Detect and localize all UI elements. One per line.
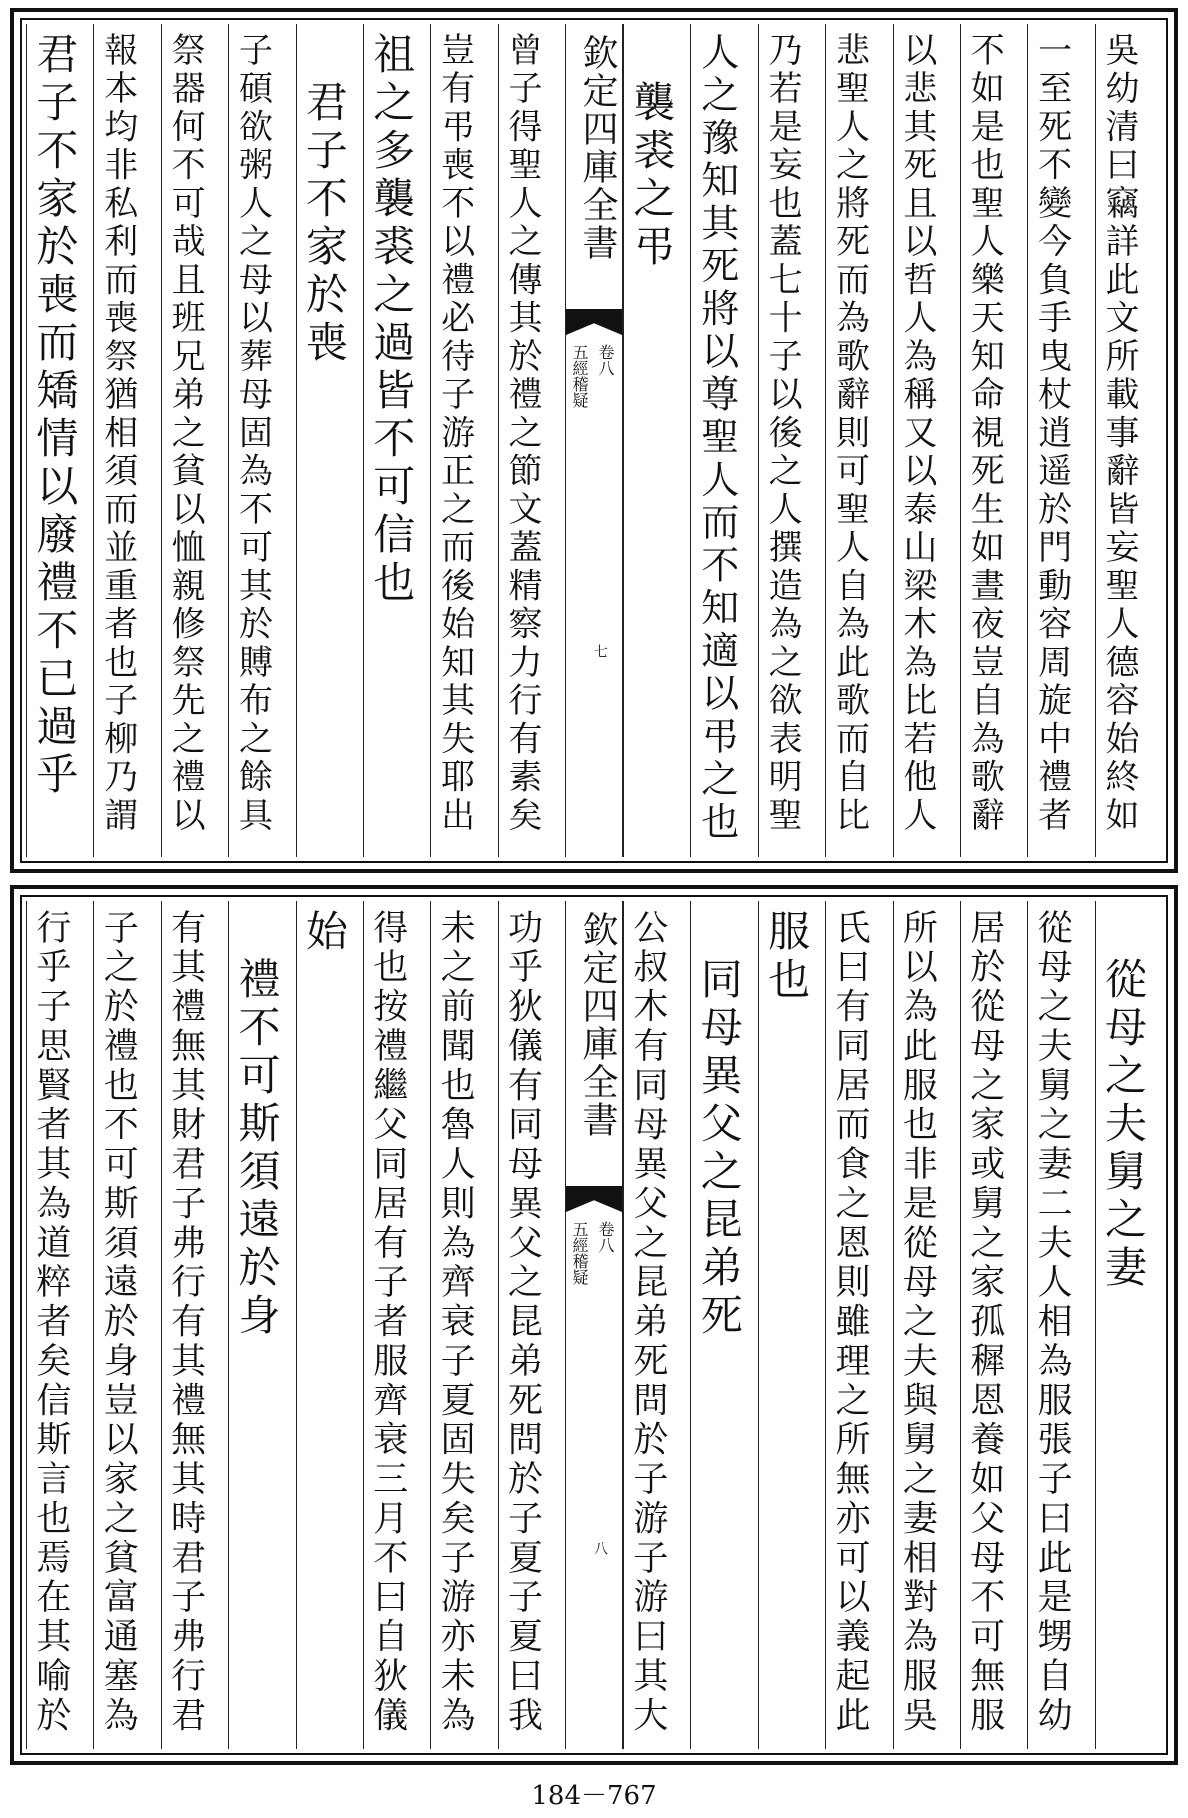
column-text: 人之豫知其死將以尊聖人而不知適以弔之也 <box>694 32 739 845</box>
upper-text-column <box>161 24 228 857</box>
upper-text-column <box>893 24 960 857</box>
column-text: 子碩欲粥人之母以葬母固為不可其於賻布之餘具 <box>232 32 273 836</box>
lower-text-column <box>1095 901 1162 1749</box>
gutter-page-number: 八 <box>592 1541 608 1555</box>
column-text: 不如是也聖人樂天知命視死生如晝夜豈自為歌辭 <box>964 32 1005 836</box>
column-text: 從母之夫舅之妻二夫人相為服張子曰此是甥自幼 <box>1032 909 1073 1736</box>
lower-text-column <box>825 901 892 1749</box>
column-text: 有其禮無其財君子弗行有其禮無其時君子弗行君 <box>165 909 206 1736</box>
page-footer-number: 184－767 <box>531 1781 657 1811</box>
lower-text-column <box>363 901 430 1749</box>
lower-text-column <box>228 901 295 1749</box>
lower-text-column <box>1027 901 1094 1749</box>
column-text: 同母異父之昆弟死 <box>694 909 744 1341</box>
fish-tail-mark-icon <box>566 1186 622 1212</box>
column-text: 祭器何不可哉且班兄弟之貧以恤親修祭先之禮以 <box>165 32 206 836</box>
upper-text-column <box>228 24 295 857</box>
column-text: 吳幼清曰竊詳此文所載事辭皆妄聖人德容始終如 <box>1099 32 1139 836</box>
column-text: 報本均非私利而喪祭猶相須而並重者也子柳乃謂 <box>97 32 138 836</box>
upper-text-column <box>690 24 757 857</box>
column-text: 禮不可斯須遠於身 <box>232 909 282 1341</box>
column-text: 未之前聞也魯人則為齊衰子夏固失矣子游亦未為 <box>435 909 476 1736</box>
column-text: 曾子得聖人之傳其於禮之節文蓋精察力行有素矣 <box>502 32 542 836</box>
upper-text-column <box>1027 24 1094 857</box>
lower-page-frame <box>10 885 1178 1765</box>
column-text: 祖之多襲裘之過皆不可信也 <box>367 32 417 608</box>
gutter-book-title: 五經稽疑 <box>570 1221 589 1285</box>
lower-text-column <box>296 901 363 1749</box>
lower-text-column <box>690 901 757 1749</box>
upper-page-columns <box>26 24 1162 857</box>
lower-text-column <box>93 901 160 1749</box>
column-text: 君子不家於喪而矯情以廢禮不已過乎 <box>30 32 80 800</box>
upper-text-column <box>960 24 1027 857</box>
upper-text-column <box>26 24 93 857</box>
column-text: 行乎子思賢者其為道粹者矣信斯言也焉在其喻於 <box>30 909 71 1736</box>
column-text: 公叔木有同母異父之昆弟死問於子游子游曰其大 <box>627 909 668 1736</box>
upper-text-column <box>623 24 690 857</box>
gutter-volume: 卷八 <box>596 1221 615 1253</box>
lower-text-column <box>623 901 690 1749</box>
upper-text-column <box>430 24 497 857</box>
column-text: 從母之夫舅之妻 <box>1099 909 1148 1293</box>
upper-text-column <box>498 24 565 857</box>
fish-tail-mark-icon <box>566 309 622 335</box>
lower-text-column <box>498 901 565 1749</box>
column-text: 乃若是妄也蓋七十子以後之人撰造為之欲表明聖 <box>762 32 803 836</box>
column-text: 功乎狄儀有同母異父之昆弟死問於子夏子夏曰我 <box>502 909 543 1736</box>
column-text: 子之於禮也不可斯須遠於身豈以家之貧富通塞為 <box>98 909 139 1736</box>
upper-page-frame <box>10 8 1178 873</box>
column-text: 氏曰有同居而食之恩則雖理之所無亦可以義起此 <box>830 909 870 1736</box>
upper-text-column <box>363 24 430 857</box>
column-text: 豈有弔喪不以禮必待子游正之而後始知其失耶出 <box>434 32 475 836</box>
column-text: 以悲其死且以哲人為稱又以泰山梁木為比若他人 <box>896 32 937 836</box>
column-text: 得也按禮繼父同居有子者服齊衰三月不曰自狄儀 <box>367 909 408 1736</box>
upper-center-gutter <box>565 24 623 857</box>
gutter-volume: 卷八 <box>596 344 615 376</box>
column-text: 始 <box>299 909 349 957</box>
column-text: 服也 <box>762 909 812 1005</box>
lower-page-columns <box>26 901 1162 1749</box>
lower-text-column <box>960 901 1027 1749</box>
column-text: 所以為此服也非是從母之夫與舅之妻相對為服吳 <box>897 909 938 1736</box>
gutter-title: 欽定四庫全書 <box>577 911 618 1139</box>
gutter-page-number: 七 <box>592 644 608 658</box>
column-text: 一至死不變今負手曳杖逍遥於門動容周旋中禮者 <box>1031 32 1072 836</box>
gutter-book-title: 五經稽疑 <box>570 344 589 408</box>
upper-text-column <box>1095 24 1162 857</box>
column-text: 悲聖人之將死而為歌辭則可聖人自為此歌而自比 <box>829 32 870 836</box>
upper-text-column <box>825 24 892 857</box>
upper-text-column <box>758 24 825 857</box>
lower-center-gutter <box>565 901 623 1749</box>
lower-text-column <box>161 901 228 1749</box>
lower-text-column <box>893 901 960 1749</box>
lower-text-column <box>430 901 497 1749</box>
upper-text-column <box>296 24 363 857</box>
column-text: 居於從母之家或舅之家孤穉恩養如父母不可無服 <box>964 909 1005 1736</box>
gutter-title: 欽定四庫全書 <box>577 34 618 262</box>
column-text: 襲裘之弔 <box>627 32 677 272</box>
lower-text-column <box>758 901 825 1749</box>
lower-text-column <box>26 901 93 1749</box>
upper-text-column <box>93 24 160 857</box>
column-text: 君子不家於喪 <box>299 32 349 368</box>
